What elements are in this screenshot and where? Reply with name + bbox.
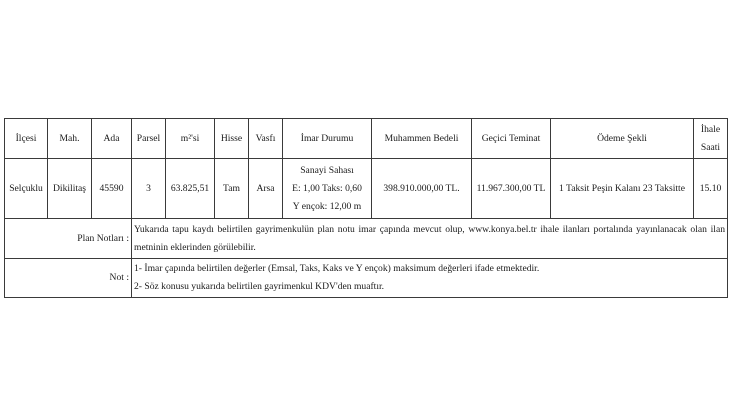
header-m2: m²'si xyxy=(166,119,215,159)
header-imar: İmar Durumu xyxy=(283,119,372,159)
header-row xyxy=(5,119,728,159)
header-ihale-saati xyxy=(694,119,728,159)
cell-odeme: 1 Taksit Peşin Kalanı 23 Taksitte xyxy=(551,159,694,219)
note-item-1: 1- İmar çapında belirtilen değerler (Emsal, Taks, Kaks ve Y ençok) maksimum değerleri ifade etmektedir. xyxy=(134,263,540,274)
table-row xyxy=(5,159,728,219)
cell-m2: 63.825,51 xyxy=(166,159,215,219)
imar-line3: Y ençok: 12,00 m xyxy=(292,200,362,212)
cell-ada: 45590 xyxy=(92,159,132,219)
header-ihale-line1: İhale xyxy=(700,123,721,135)
imar-line1: Sanayi Sahası xyxy=(300,164,354,176)
notes-text xyxy=(132,259,728,298)
plan-notes-row xyxy=(5,219,728,259)
header-parsel: Parsel xyxy=(132,119,166,159)
cell-ilce: Selçuklu xyxy=(5,159,48,219)
header-teminat: Geçici Teminat xyxy=(472,119,551,159)
header-mah: Mah. xyxy=(48,119,92,159)
cell-saat: 15.10 xyxy=(694,159,728,219)
header-ilce: İlçesi xyxy=(5,119,48,159)
cell-vasfi: Arsa xyxy=(249,159,283,219)
notes-label: Not : xyxy=(5,259,132,298)
cell-hisse: Tam xyxy=(215,159,249,219)
cell-teminat: 11.967.300,00 TL xyxy=(472,159,551,219)
header-hisse: Hisse xyxy=(215,119,249,159)
cell-imar xyxy=(283,159,372,219)
note-item-2: 2- Söz konusu yukarıda belirtilen gayrimenkul KDV'den muaftır. xyxy=(134,281,385,292)
header-ada: Ada xyxy=(92,119,132,159)
notes-row xyxy=(5,259,728,298)
auction-table xyxy=(4,118,728,298)
cell-muhammen: 398.910.000,00 TL. xyxy=(372,159,472,219)
plan-notes-label: Plan Notları : xyxy=(5,219,132,259)
cell-mah: Dikilitaş xyxy=(48,159,92,219)
cell-parsel: 3 xyxy=(132,159,166,219)
header-ihale-line2: Saati xyxy=(700,141,721,153)
plan-notes-text: Yukarıda tapu kaydı belirtilen gayrimenkulün plan notu imar çapında mevcut olup, www.konya.bel.tr ihale ilanları portalında yayınlanacak olan ilan metninin eklerinden görülebilir. xyxy=(132,219,728,259)
header-odeme: Ödeme Şekli xyxy=(551,119,694,159)
header-muhammen: Muhammen Bedeli xyxy=(372,119,472,159)
imar-line2: E: 1,00 Taks: 0,60 xyxy=(292,182,362,194)
header-vasfi: Vasfı xyxy=(249,119,283,159)
